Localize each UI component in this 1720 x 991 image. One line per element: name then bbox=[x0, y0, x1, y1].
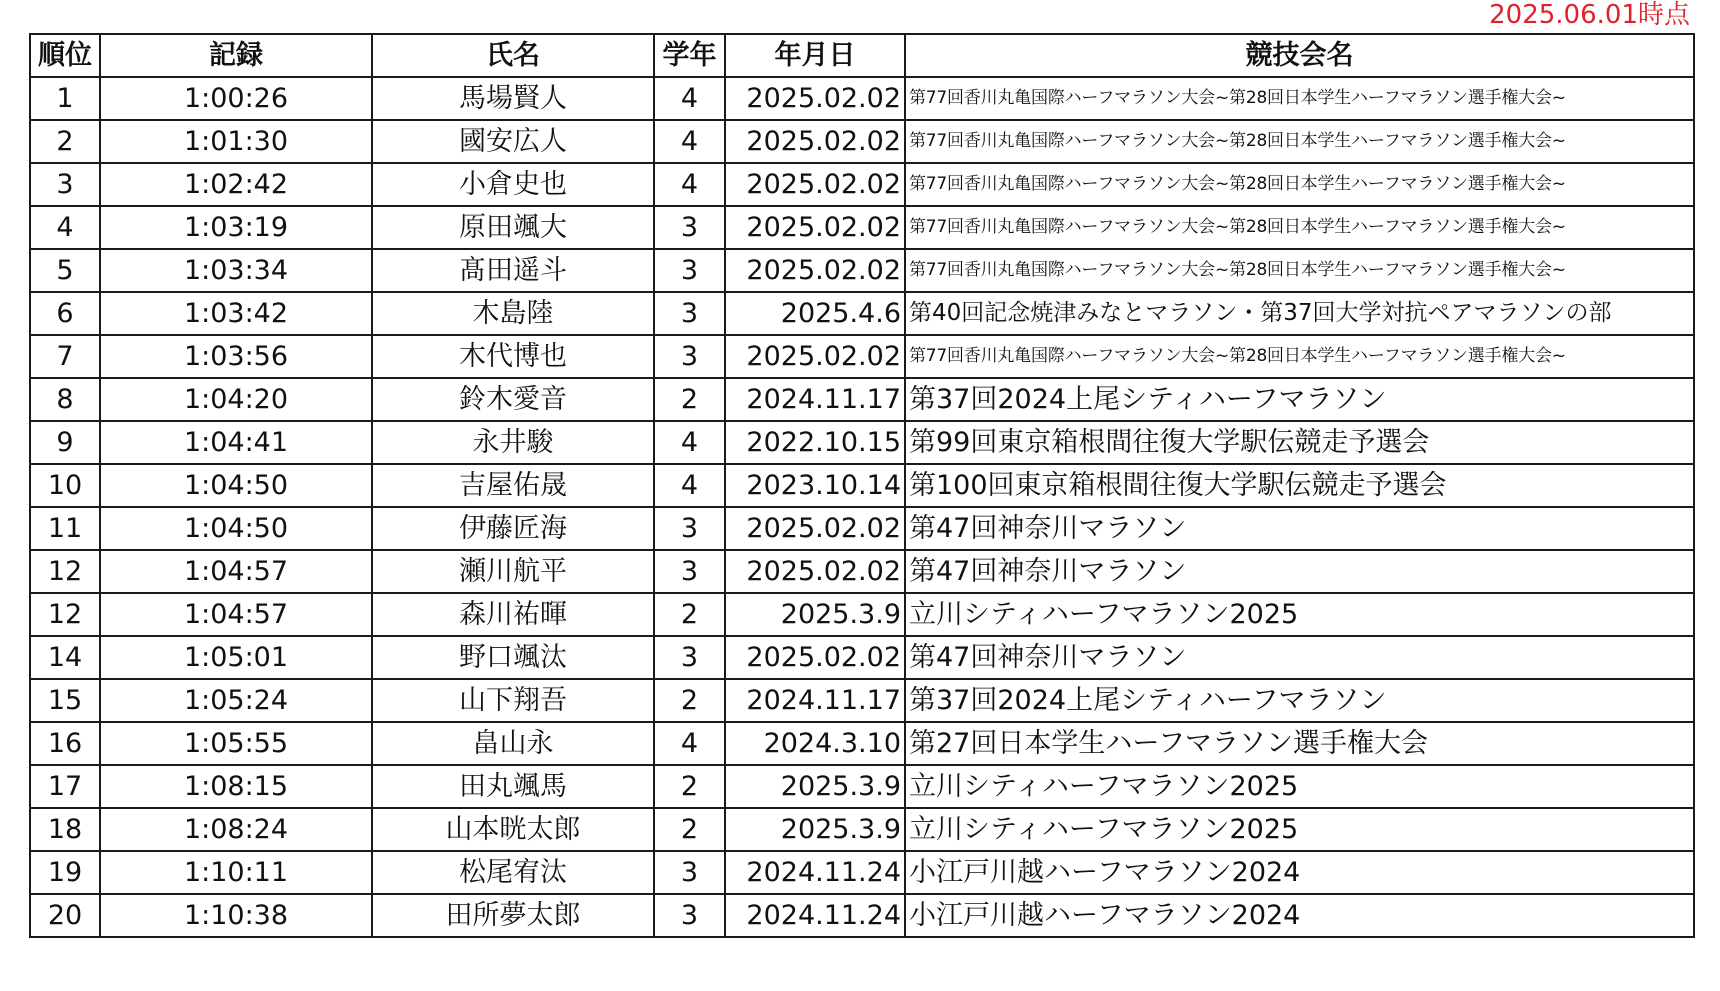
time-cell: 1:10:38 bbox=[100, 894, 372, 937]
time-cell: 1:03:34 bbox=[100, 249, 372, 292]
table-row bbox=[30, 120, 1694, 163]
rank-cell: 6 bbox=[30, 292, 100, 335]
date-cell: 2025.02.02 bbox=[725, 206, 905, 249]
date-cell: 2025.02.02 bbox=[725, 636, 905, 679]
name-cell: 野口颯汰 bbox=[372, 636, 654, 679]
rank-cell: 16 bbox=[30, 722, 100, 765]
rank-cell: 15 bbox=[30, 679, 100, 722]
rank-cell: 4 bbox=[30, 206, 100, 249]
meet-cell: 第77回香川丸亀国際ハーフマラソン大会~第28回日本学生ハーフマラソン選手権大会~ bbox=[905, 77, 1694, 120]
meet-cell: 立川シティハーフマラソン2025 bbox=[905, 765, 1694, 808]
date-cell: 2025.02.02 bbox=[725, 120, 905, 163]
name-cell: 山本晄太郎 bbox=[372, 808, 654, 851]
table-row bbox=[30, 550, 1694, 593]
date-cell: 2025.02.02 bbox=[725, 550, 905, 593]
table-row bbox=[30, 894, 1694, 937]
col-header-date: 年月日 bbox=[725, 34, 905, 77]
rank-cell: 1 bbox=[30, 77, 100, 120]
meet-cell: 第37回2024上尾シティハーフマラソン bbox=[905, 679, 1694, 722]
meet-cell: 第77回香川丸亀国際ハーフマラソン大会~第28回日本学生ハーフマラソン選手権大会~ bbox=[905, 249, 1694, 292]
date-cell: 2025.02.02 bbox=[725, 507, 905, 550]
time-cell: 1:08:15 bbox=[100, 765, 372, 808]
rank-cell: 20 bbox=[30, 894, 100, 937]
table-row bbox=[30, 593, 1694, 636]
time-cell: 1:03:19 bbox=[100, 206, 372, 249]
meet-cell: 第77回香川丸亀国際ハーフマラソン大会~第28回日本学生ハーフマラソン選手権大会~ bbox=[905, 206, 1694, 249]
rank-cell: 3 bbox=[30, 163, 100, 206]
meet-cell: 第77回香川丸亀国際ハーフマラソン大会~第28回日本学生ハーフマラソン選手権大会~ bbox=[905, 120, 1694, 163]
grade-cell: 3 bbox=[654, 636, 725, 679]
time-cell: 1:00:26 bbox=[100, 77, 372, 120]
time-cell: 1:05:01 bbox=[100, 636, 372, 679]
meet-cell: 第77回香川丸亀国際ハーフマラソン大会~第28回日本学生ハーフマラソン選手権大会~ bbox=[905, 335, 1694, 378]
table-row bbox=[30, 636, 1694, 679]
name-cell: 吉屋佑晟 bbox=[372, 464, 654, 507]
grade-cell: 3 bbox=[654, 249, 725, 292]
grade-cell: 2 bbox=[654, 593, 725, 636]
table-row bbox=[30, 851, 1694, 894]
grade-cell: 2 bbox=[654, 378, 725, 421]
table-row bbox=[30, 464, 1694, 507]
as-of-date: 2025.06.01時点 bbox=[1489, 0, 1690, 30]
rank-cell: 5 bbox=[30, 249, 100, 292]
meet-cell: 第100回東京箱根間往復大学駅伝競走予選会 bbox=[905, 464, 1694, 507]
col-header-grade: 学年 bbox=[654, 34, 725, 77]
name-cell: 原田颯大 bbox=[372, 206, 654, 249]
time-cell: 1:01:30 bbox=[100, 120, 372, 163]
meet-cell: 立川シティハーフマラソン2025 bbox=[905, 808, 1694, 851]
table-row bbox=[30, 163, 1694, 206]
name-cell: 永井駿 bbox=[372, 421, 654, 464]
meet-cell: 第27回日本学生ハーフマラソン選手権大会 bbox=[905, 722, 1694, 765]
name-cell: 小倉史也 bbox=[372, 163, 654, 206]
rank-cell: 12 bbox=[30, 593, 100, 636]
time-cell: 1:04:20 bbox=[100, 378, 372, 421]
table-row bbox=[30, 249, 1694, 292]
name-cell: 畠山永 bbox=[372, 722, 654, 765]
rank-cell: 17 bbox=[30, 765, 100, 808]
time-cell: 1:08:24 bbox=[100, 808, 372, 851]
rank-cell: 12 bbox=[30, 550, 100, 593]
col-header-meet: 競技会名 bbox=[905, 34, 1694, 77]
time-cell: 1:04:57 bbox=[100, 550, 372, 593]
table-row bbox=[30, 421, 1694, 464]
grade-cell: 3 bbox=[654, 292, 725, 335]
date-cell: 2025.02.02 bbox=[725, 163, 905, 206]
date-cell: 2024.11.17 bbox=[725, 679, 905, 722]
time-cell: 1:05:55 bbox=[100, 722, 372, 765]
grade-cell: 3 bbox=[654, 507, 725, 550]
time-cell: 1:03:56 bbox=[100, 335, 372, 378]
time-cell: 1:05:24 bbox=[100, 679, 372, 722]
name-cell: 鈴木愛音 bbox=[372, 378, 654, 421]
date-cell: 2024.11.24 bbox=[725, 894, 905, 937]
grade-cell: 2 bbox=[654, 808, 725, 851]
name-cell: 田丸颯馬 bbox=[372, 765, 654, 808]
date-cell: 2024.3.10 bbox=[725, 722, 905, 765]
table-row bbox=[30, 378, 1694, 421]
rank-cell: 11 bbox=[30, 507, 100, 550]
grade-cell: 2 bbox=[654, 765, 725, 808]
grade-cell: 3 bbox=[654, 550, 725, 593]
grade-cell: 4 bbox=[654, 77, 725, 120]
col-header-name: 氏名 bbox=[372, 34, 654, 77]
rank-cell: 19 bbox=[30, 851, 100, 894]
date-cell: 2025.02.02 bbox=[725, 335, 905, 378]
time-cell: 1:04:50 bbox=[100, 464, 372, 507]
rank-cell: 10 bbox=[30, 464, 100, 507]
name-cell: 田所夢太郎 bbox=[372, 894, 654, 937]
name-cell: 木代博也 bbox=[372, 335, 654, 378]
name-cell: 國安広人 bbox=[372, 120, 654, 163]
name-cell: 伊藤匠海 bbox=[372, 507, 654, 550]
grade-cell: 3 bbox=[654, 335, 725, 378]
date-cell: 2024.11.24 bbox=[725, 851, 905, 894]
grade-cell: 3 bbox=[654, 206, 725, 249]
rank-cell: 2 bbox=[30, 120, 100, 163]
grade-cell: 2 bbox=[654, 679, 725, 722]
date-cell: 2025.4.6 bbox=[725, 292, 905, 335]
date-cell: 2025.3.9 bbox=[725, 593, 905, 636]
rank-cell: 14 bbox=[30, 636, 100, 679]
rank-cell: 8 bbox=[30, 378, 100, 421]
name-cell: 髙田遥斗 bbox=[372, 249, 654, 292]
meet-cell: 小江戸川越ハーフマラソン2024 bbox=[905, 894, 1694, 937]
date-cell: 2023.10.14 bbox=[725, 464, 905, 507]
name-cell: 松尾宥汰 bbox=[372, 851, 654, 894]
meet-cell: 第47回神奈川マラソン bbox=[905, 507, 1694, 550]
rank-cell: 9 bbox=[30, 421, 100, 464]
table-row bbox=[30, 206, 1694, 249]
time-cell: 1:02:42 bbox=[100, 163, 372, 206]
time-cell: 1:03:42 bbox=[100, 292, 372, 335]
meet-cell: 第37回2024上尾シティハーフマラソン bbox=[905, 378, 1694, 421]
table-row bbox=[30, 77, 1694, 120]
meet-cell: 第47回神奈川マラソン bbox=[905, 636, 1694, 679]
meet-cell: 第99回東京箱根間往復大学駅伝競走予選会 bbox=[905, 421, 1694, 464]
table-row bbox=[30, 335, 1694, 378]
grade-cell: 4 bbox=[654, 421, 725, 464]
col-header-time: 記録 bbox=[100, 34, 372, 77]
date-cell: 2025.02.02 bbox=[725, 77, 905, 120]
meet-cell: 第77回香川丸亀国際ハーフマラソン大会~第28回日本学生ハーフマラソン選手権大会~ bbox=[905, 163, 1694, 206]
grade-cell: 4 bbox=[654, 722, 725, 765]
date-cell: 2025.02.02 bbox=[725, 249, 905, 292]
time-cell: 1:04:57 bbox=[100, 593, 372, 636]
ranking-table bbox=[29, 33, 1695, 938]
date-cell: 2025.3.9 bbox=[725, 765, 905, 808]
name-cell: 瀬川航平 bbox=[372, 550, 654, 593]
meet-cell: 立川シティハーフマラソン2025 bbox=[905, 593, 1694, 636]
grade-cell: 3 bbox=[654, 851, 725, 894]
name-cell: 山下翔吾 bbox=[372, 679, 654, 722]
meet-cell: 小江戸川越ハーフマラソン2024 bbox=[905, 851, 1694, 894]
table-row bbox=[30, 679, 1694, 722]
name-cell: 木島陸 bbox=[372, 292, 654, 335]
time-cell: 1:04:50 bbox=[100, 507, 372, 550]
grade-cell: 4 bbox=[654, 120, 725, 163]
date-cell: 2022.10.15 bbox=[725, 421, 905, 464]
meet-cell: 第40回記念焼津みなとマラソン・第37回大学対抗ペアマラソンの部 bbox=[905, 292, 1694, 335]
date-cell: 2025.3.9 bbox=[725, 808, 905, 851]
time-cell: 1:04:41 bbox=[100, 421, 372, 464]
col-header-rank: 順位 bbox=[30, 34, 100, 77]
grade-cell: 3 bbox=[654, 894, 725, 937]
table-row bbox=[30, 722, 1694, 765]
grade-cell: 4 bbox=[654, 163, 725, 206]
time-cell: 1:10:11 bbox=[100, 851, 372, 894]
name-cell: 馬場賢人 bbox=[372, 77, 654, 120]
name-cell: 森川祐暉 bbox=[372, 593, 654, 636]
rank-cell: 7 bbox=[30, 335, 100, 378]
rank-cell: 18 bbox=[30, 808, 100, 851]
header-row bbox=[30, 34, 1694, 77]
table-row bbox=[30, 292, 1694, 335]
table-row bbox=[30, 808, 1694, 851]
date-cell: 2024.11.17 bbox=[725, 378, 905, 421]
table-row bbox=[30, 507, 1694, 550]
grade-cell: 4 bbox=[654, 464, 725, 507]
meet-cell: 第47回神奈川マラソン bbox=[905, 550, 1694, 593]
table-row bbox=[30, 765, 1694, 808]
